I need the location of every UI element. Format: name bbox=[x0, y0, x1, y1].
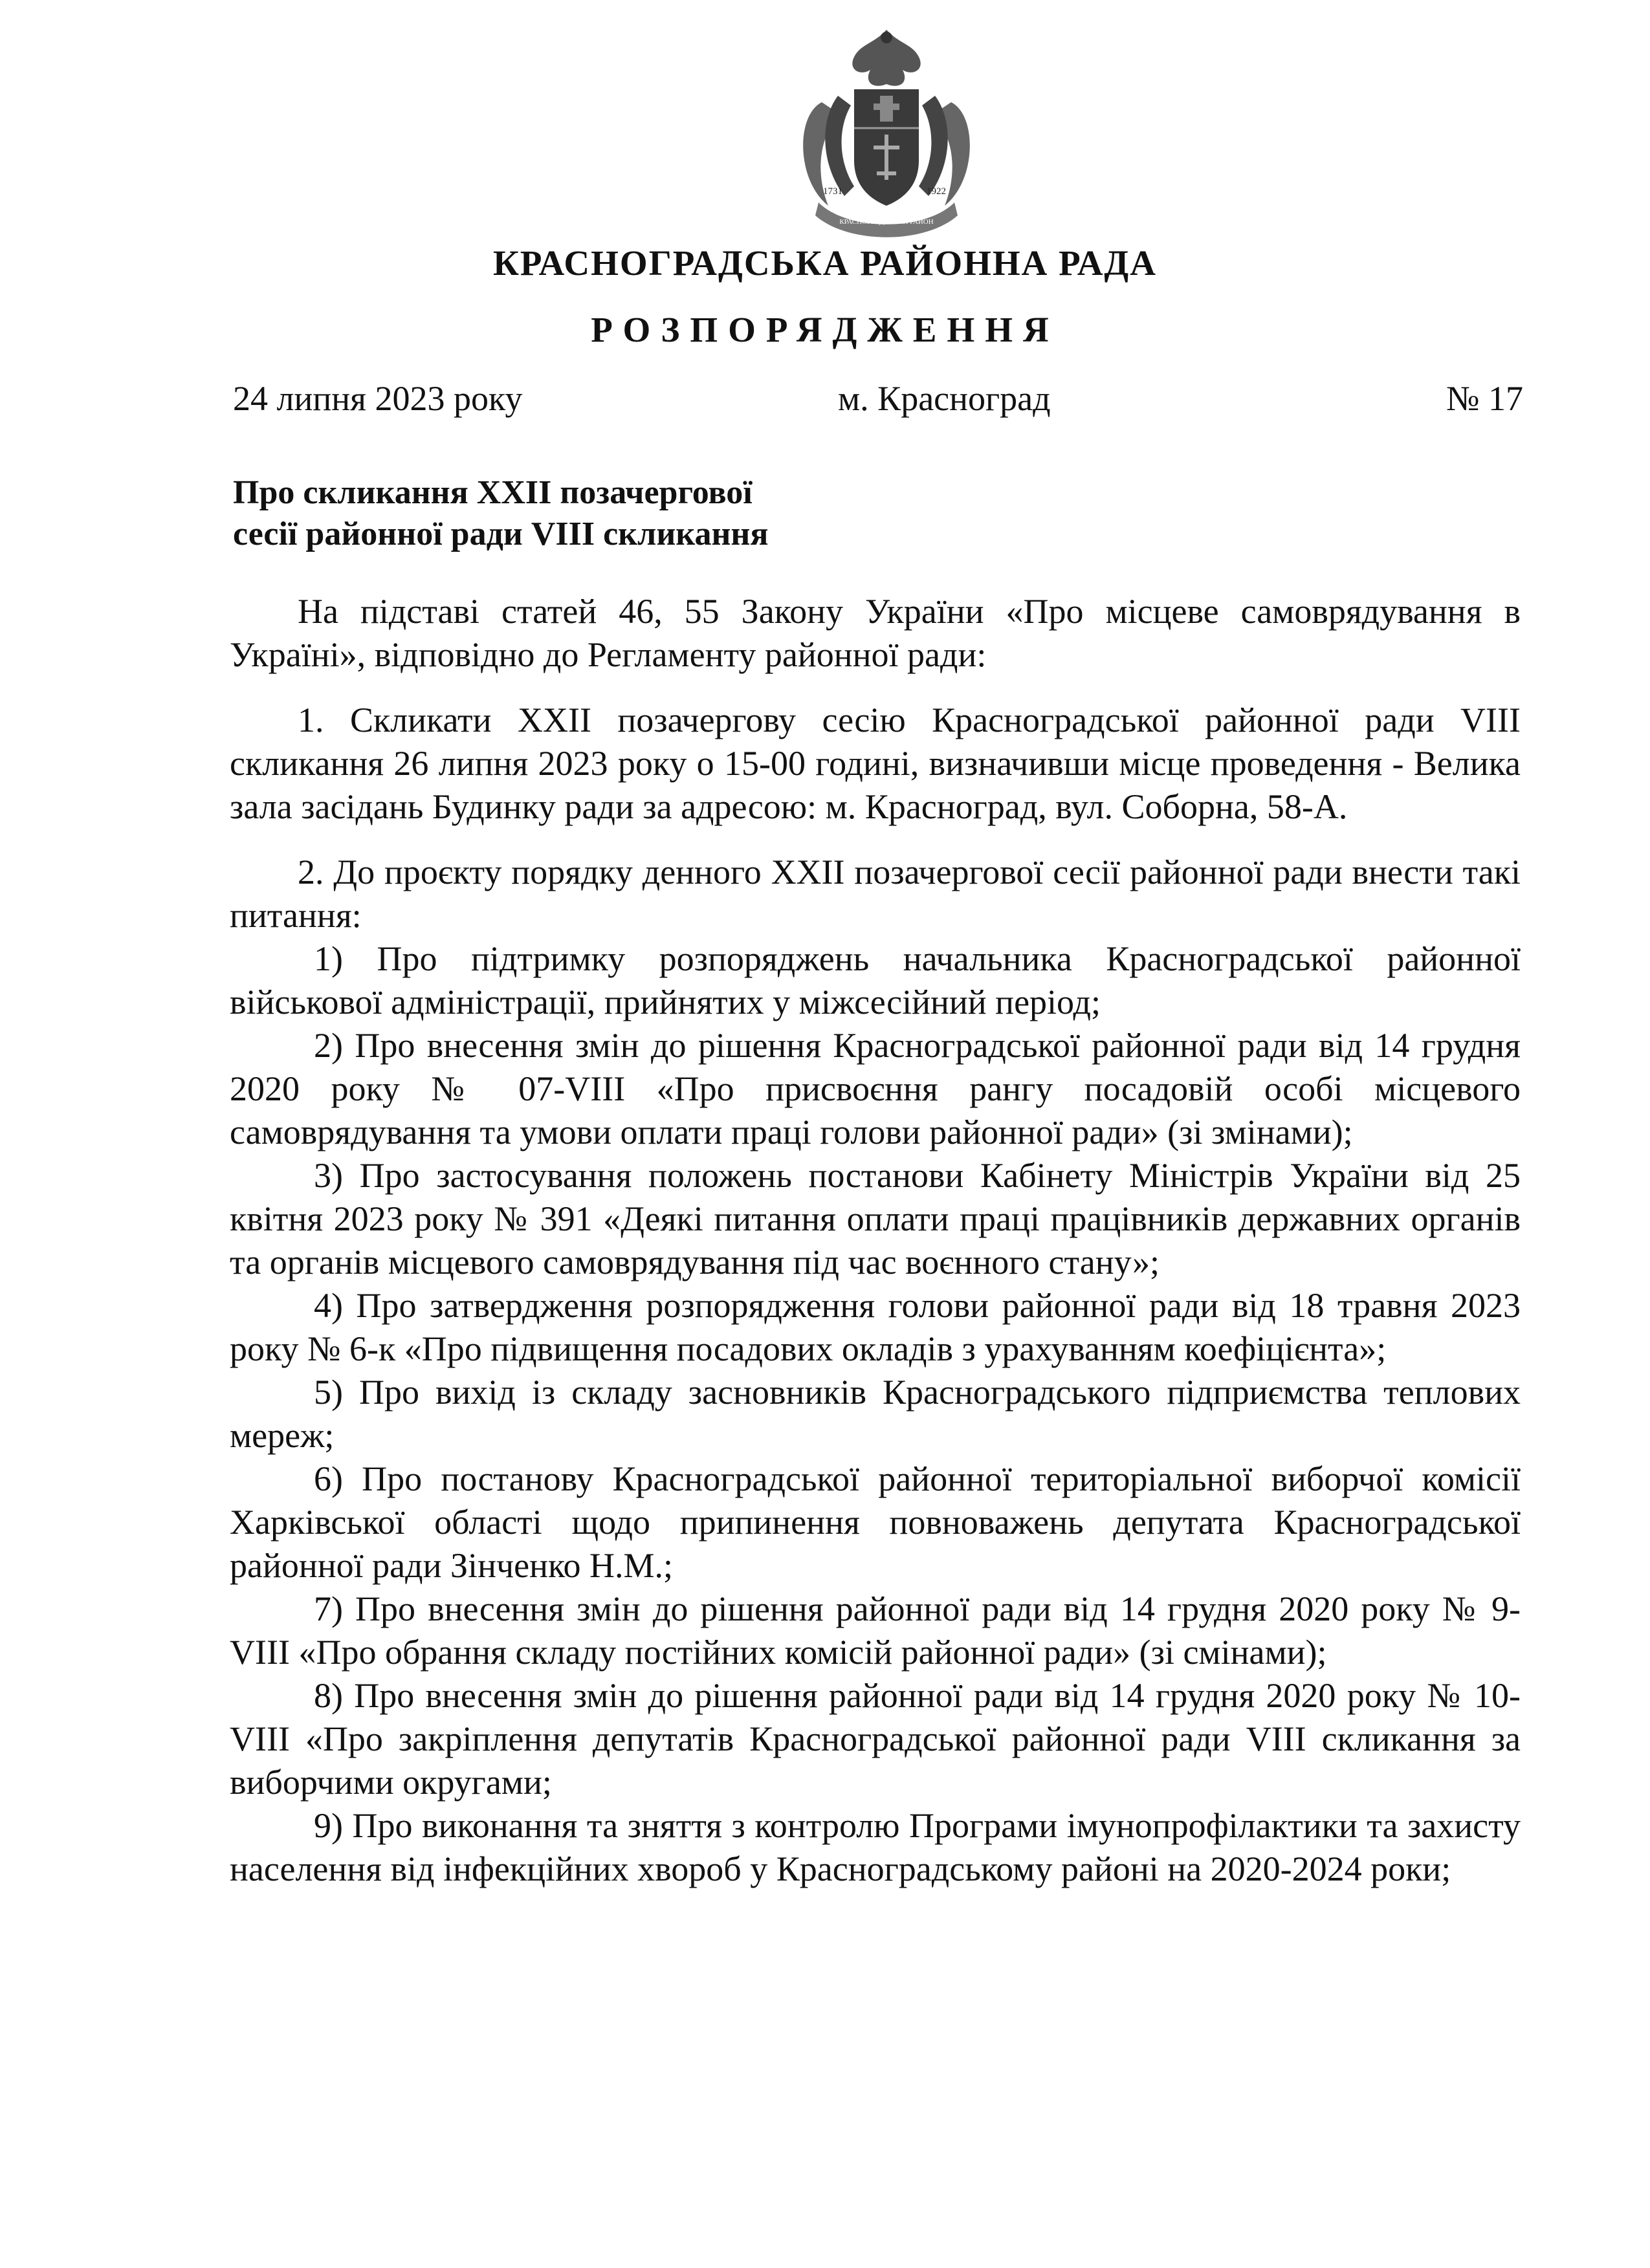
point-1-paragraph: 1. Скликати XXII позачергову сесію Красноградської районної ради VIII скликання 26 липня 2023 року о 15-00 годині, визначивши місце проведення - Велика зала засідань Будинку ради за адресою: м. Красноград, вул. Соборна, 58-А. bbox=[230, 701, 1521, 826]
emblem-year-right: 1922 bbox=[927, 186, 946, 197]
coat-of-arms-emblem bbox=[783, 25, 990, 245]
agenda-item: 1) Про підтримку розпоряджень начальника Красноградської районної військової адміністрації, прийнятих у міжсесійний період; bbox=[230, 939, 1521, 1021]
agenda-item: 2) Про внесення змін до рішення Красноградської районної ради від 14 грудня 2020 року № 07-VIII «Про присвоєння рангу посадовій особі місцевого самоврядування та умови оплати праці голови районної ради» (зі змінами); bbox=[230, 1026, 1521, 1151]
document-place: м. Красноград bbox=[838, 379, 1051, 418]
agenda-item: 4) Про затвердження розпорядження голови районної ради від 18 травня 2023 року № 6-к «Про підвищення посадових окладів з урахуванням коефіцієнта»; bbox=[230, 1286, 1521, 1368]
agenda-item: 9) Про виконання та зняття з контролю Програми імунопрофілактики та захисту населення від інфекційних хвороб у Красноградському районі на 2020-2024 роки; bbox=[230, 1806, 1521, 1888]
agenda-item: 6) Про постанову Красноградської районної територіальної виборчої комісії Харківської області щодо припинення повноважень депутата Красноградської районної ради Зінченко Н.М.; bbox=[230, 1459, 1521, 1585]
subject-line-2: сесії районної ради VIII скликання bbox=[233, 516, 769, 552]
point-2-paragraph: 2. До проєкту порядку денного XXII позачергової сесії районної ради внести такі питання: bbox=[230, 853, 1521, 935]
document-body bbox=[230, 590, 1521, 1891]
document-number: № 17 bbox=[1446, 379, 1524, 418]
document-type: РОЗПОРЯДЖЕННЯ bbox=[591, 310, 1059, 349]
agenda-item: 7) Про внесення змін до рішення районної ради від 14 грудня 2020 року № 9-VIII «Про обрання складу постійних комісій районної ради» (зі смінами); bbox=[230, 1589, 1521, 1672]
agenda-item: 5) Про вихід із складу засновників Красноградського підприємства теплових мереж; bbox=[230, 1373, 1521, 1455]
agenda-item: 8) Про внесення змін до рішення районної ради від 14 грудня 2020 року № 10-VIII «Про закріплення депутатів Красноградської районної ради VIII скликання за виборчими округами; bbox=[230, 1676, 1521, 1802]
emblem-caption: КРАСНОГРАДСЬКИЙ РАЙОН bbox=[839, 218, 934, 226]
document-date: 24 липня 2023 року bbox=[233, 379, 523, 418]
emblem-year-left: 1731 bbox=[823, 186, 842, 197]
document-subject bbox=[233, 472, 769, 555]
agenda-item: 3) Про застосування положень постанови Кабінету Міністрів України від 25 квітня 2023 року № 391 «Деякі питання оплати праці працівників державних органів та органів місцевого самоврядування під час воєнного стану»; bbox=[230, 1156, 1521, 1281]
emblem-graphic bbox=[783, 25, 990, 245]
council-name: КРАСНОГРАДСЬКА РАЙОННА РАДА bbox=[493, 243, 1157, 283]
subject-line-1: Про скликання XXII позачергової bbox=[233, 474, 753, 511]
preamble-paragraph: На підставі статей 46, 55 Закону України «Про місцеве самоврядування в Україні», відповідно до Регламенту районної ради: bbox=[230, 592, 1521, 674]
